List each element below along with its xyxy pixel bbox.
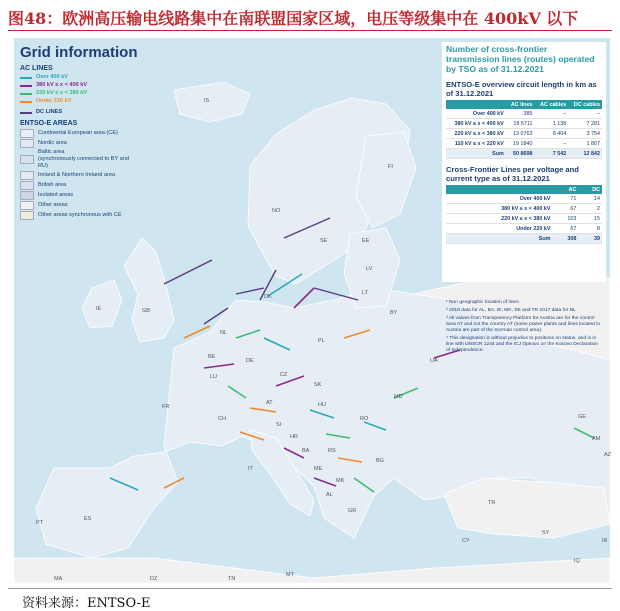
table-cell: 1 138: [534, 119, 568, 129]
country-label-rs: RS: [328, 448, 336, 454]
table1-title: ENTSO-E overview circuit length in km as of 31.12.2021: [446, 80, 597, 98]
table2-title: Cross-Frontier Lines per voltage and current type as of 31.12.2021: [446, 165, 579, 183]
table-row: [446, 224, 602, 234]
table-row: [446, 194, 602, 204]
ac-legend-label: 380 kV ≤ x < 400 kV: [36, 82, 88, 88]
area-legend-row: [20, 181, 138, 190]
area-swatch: [20, 181, 34, 190]
table-cell: 14: [578, 194, 602, 204]
country-label-tn: TN: [228, 576, 236, 582]
area-legend-row: [20, 201, 138, 210]
area-legend-label: Other areas synchronous with CE: [38, 212, 122, 218]
area-legend-row: [20, 211, 138, 220]
table-header-cell: [446, 185, 552, 194]
country-label-ge: GE: [578, 414, 586, 420]
country-label-cz: CZ: [280, 372, 288, 378]
country-label-nl: NL: [220, 330, 228, 336]
source-divider: [8, 588, 612, 589]
country-label-dz: DZ: [150, 576, 158, 582]
area-legend-text: [38, 140, 67, 147]
area-legend-text: [38, 192, 73, 199]
table-cell: 13 0763: [506, 129, 535, 139]
country-label-lv: LV: [366, 266, 373, 272]
table-cell: –: [568, 109, 602, 119]
ac-line-swatch: [20, 77, 32, 79]
ac-lines-legend: [20, 74, 138, 105]
table-header-cell: AC lines: [506, 100, 535, 109]
title-divider: [8, 30, 612, 31]
table-cell: 15: [578, 214, 602, 224]
turkey-shape: [444, 478, 610, 538]
table-cell: Over 400 kV: [446, 109, 506, 119]
area-swatch: [20, 201, 34, 210]
figure-title: 图48：欧洲高压输电线路集中在南联盟国家区域，电压等级集中在 400kV 以下: [8, 9, 579, 28]
country-label-sy: SY: [542, 530, 550, 536]
area-legend-row: [20, 139, 138, 148]
table-row: [446, 214, 602, 224]
table-row: [446, 149, 602, 159]
table-cell: Sum: [446, 149, 506, 159]
area-legend-text: [38, 149, 138, 170]
table-header-cell: [446, 100, 506, 109]
table-cell: 50 8698: [506, 149, 535, 159]
country-label-hu: HU: [318, 402, 326, 408]
area-swatch: [20, 155, 34, 164]
ac-legend-label: 220 kV ≤ x < 380 kV: [36, 90, 88, 96]
table2-body: [446, 194, 602, 244]
ac-line-swatch: [20, 93, 32, 95]
area-legend-row: [20, 191, 138, 200]
grid-info-title: Grid information: [20, 44, 138, 61]
table-row: [446, 139, 602, 149]
country-label-be: BE: [208, 354, 216, 360]
area-swatch: [20, 129, 34, 138]
dc-lines-label: DC LINES: [36, 109, 63, 115]
table-cell: 6 404: [534, 129, 568, 139]
country-label-am: AM: [592, 436, 601, 442]
area-legend-label: Continental European area (CE): [38, 130, 118, 136]
country-label-no: NO: [272, 208, 281, 214]
table-cell: Under 220 kV: [446, 224, 552, 234]
area-legend-text: [38, 182, 66, 189]
cross-frontier-table: [446, 185, 602, 244]
area-swatch: [20, 171, 34, 180]
country-label-ir: IR: [602, 538, 608, 544]
area-legend-row: [20, 171, 138, 180]
dc-line-swatch: [20, 112, 32, 114]
table-cell: 18 5711: [506, 119, 535, 129]
country-label-lt: LT: [362, 290, 369, 296]
footnote: ⁴ This designation is without prejudice to positions on status, and is in line with UNSCR 1244 and the ICJ Opinion on the Kosovo Declaration of Independence.: [446, 336, 598, 353]
country-label-gb: GB: [142, 308, 150, 314]
area-legend-text: [38, 130, 118, 137]
table-row: [446, 234, 602, 244]
country-label-bg: BG: [376, 458, 384, 464]
country-label-is: IS: [204, 98, 210, 104]
area-legend-label: Ireland & Northern Ireland area: [38, 172, 116, 178]
table-cell: 385: [506, 109, 535, 119]
dc-lines-legend-row: [20, 109, 138, 116]
country-label-me: ME: [314, 466, 323, 472]
finland-shape: [356, 132, 416, 228]
table-cell: 3 754: [568, 129, 602, 139]
ac-line-swatch: [20, 101, 32, 103]
area-legend-label: Nordic area: [38, 140, 67, 146]
country-label-by: BY: [390, 310, 398, 316]
table-cell: Over 400 kV: [446, 194, 552, 204]
ac-legend-label: Over 400 kV: [36, 74, 69, 80]
country-label-fr: FR: [162, 404, 170, 410]
grid-map[interactable]: [14, 38, 610, 583]
area-legend-text: [38, 202, 68, 209]
table-cell: 7 281: [568, 119, 602, 129]
footnote: ² 2018 data for AL, BA, IE, MK, SE and TR 2017 data for NL: [446, 308, 576, 313]
table-cell: 19 1840: [506, 139, 535, 149]
footnotes: [442, 300, 606, 356]
ac-line-swatch: [20, 85, 32, 87]
table2-header-row: [446, 185, 602, 194]
britain-shape: [124, 238, 174, 342]
table-header-cell: DC cables: [568, 100, 602, 109]
table-cell: 220 kV ≤ x < 380 kV: [446, 129, 506, 139]
area-legend-text: [38, 212, 122, 219]
country-label-ua: UA: [430, 358, 438, 364]
dc-line-segment: [164, 260, 212, 284]
table-cell: 7 542: [534, 149, 568, 159]
footnote: ¹ Non geographic location of lines.: [446, 300, 520, 305]
table-cell: –: [534, 109, 568, 119]
info-panel: [442, 42, 606, 282]
country-label-dk: DK: [264, 294, 272, 300]
ac-legend-row: [20, 98, 138, 105]
area-legend-text: [38, 172, 115, 179]
table-row: [446, 204, 602, 214]
table-cell: 2: [578, 204, 602, 214]
country-label-es: ES: [84, 516, 92, 522]
country-label-si: SI: [276, 422, 282, 428]
country-label-az: AZ: [604, 452, 612, 458]
country-label-ch: CH: [218, 416, 226, 422]
country-label-tr: TR: [488, 500, 496, 506]
country-label-pt: PT: [36, 520, 44, 526]
area-legend-row: [20, 129, 138, 138]
table-cell: 308: [552, 234, 578, 244]
iceland-shape: [174, 82, 250, 122]
country-label-lu: LU: [210, 374, 218, 380]
table1-body: [446, 109, 602, 159]
table-row: [446, 129, 602, 139]
area-legend-row: [20, 149, 138, 170]
source-note: 资料来源：ENTSO-E: [22, 596, 151, 611]
country-label-fi: FI: [388, 164, 393, 170]
table-cell: 380 kV ≤ x < 400 kV: [446, 204, 552, 214]
area-legend-label: British area: [38, 182, 67, 188]
table-header-cell: AC: [552, 185, 578, 194]
country-label-mk: MK: [336, 478, 345, 484]
country-label-pl: PL: [318, 338, 325, 344]
table-cell: 71: [552, 194, 578, 204]
ac-legend-row: [20, 90, 138, 97]
dc-line-segment: [236, 288, 264, 294]
country-label-ie: IE: [96, 306, 102, 312]
table-row: [446, 109, 602, 119]
country-label-sk: SK: [314, 382, 322, 388]
table-cell: 110 kV ≤ x < 220 kV: [446, 139, 506, 149]
ac-legend-label: Under 220 kV: [36, 98, 72, 104]
table-cell: Sum: [446, 234, 552, 244]
table-header-cell: DC: [578, 185, 602, 194]
country-label-gr: GR: [348, 508, 357, 514]
table-cell: 220 kV ≤ x < 380 kV: [446, 214, 552, 224]
table-cell: 12 842: [568, 149, 602, 159]
areas-legend: [20, 129, 138, 220]
ac-lines-heading: AC LINES: [20, 65, 53, 72]
table-cell: 39: [578, 234, 602, 244]
table-cell: 8: [578, 224, 602, 234]
table-row: [446, 119, 602, 129]
country-label-md: MD: [394, 394, 403, 400]
area-legend-label: Isolated areas: [38, 192, 74, 198]
circuit-length-table: [446, 100, 602, 159]
country-label-ma: MA: [54, 576, 63, 582]
area-legend-label: Other areas: [38, 202, 68, 208]
table-cell: 67: [552, 204, 578, 214]
table-cell: 1 807: [568, 139, 602, 149]
north-africa-shape: [14, 558, 610, 583]
ac-legend-row: [20, 82, 138, 89]
country-label-it: IT: [248, 466, 253, 472]
area-swatch: [20, 211, 34, 220]
area-swatch: [20, 191, 34, 200]
area-legend-label: Baltic area: [38, 149, 65, 155]
country-label-mt: MT: [286, 572, 294, 578]
country-label-at: AT: [266, 400, 273, 406]
country-label-hr: HR: [290, 434, 298, 440]
country-label-ba: BA: [302, 448, 310, 454]
ireland-shape: [82, 280, 122, 328]
country-label-se: SE: [320, 238, 328, 244]
country-label-iq: IQ: [574, 558, 580, 564]
table-header-cell: AC cables: [534, 100, 568, 109]
country-label-ee: EE: [362, 238, 370, 244]
table1-header-row: [446, 100, 602, 109]
country-label-de: DE: [246, 358, 254, 364]
table-cell: 380 kV ≤ x < 400 kV: [446, 119, 506, 129]
ac-legend-row: [20, 74, 138, 81]
area-swatch: [20, 139, 34, 148]
panel-title: Number of cross-frontier transmission lines (routes) operated by TSO as of 31.12.2021: [446, 44, 595, 74]
table-cell: –: [534, 139, 568, 149]
areas-heading: ENTSO-E AREAS: [20, 120, 78, 127]
table-cell: 67: [552, 224, 578, 234]
footnote: ³ All values from Transparency Platform for Austria are for the control area AT and not the country AT (some power plants and lines located in Austria are part of the German control area).: [446, 316, 601, 333]
country-label-al: AL: [326, 492, 333, 498]
table-cell: 103: [552, 214, 578, 224]
country-label-cy: CY: [462, 538, 470, 544]
map-legend: [20, 44, 138, 221]
country-label-ro: RO: [360, 416, 369, 422]
area-legend-sublabel: (synchronously connected to BY and RU): [38, 156, 130, 169]
